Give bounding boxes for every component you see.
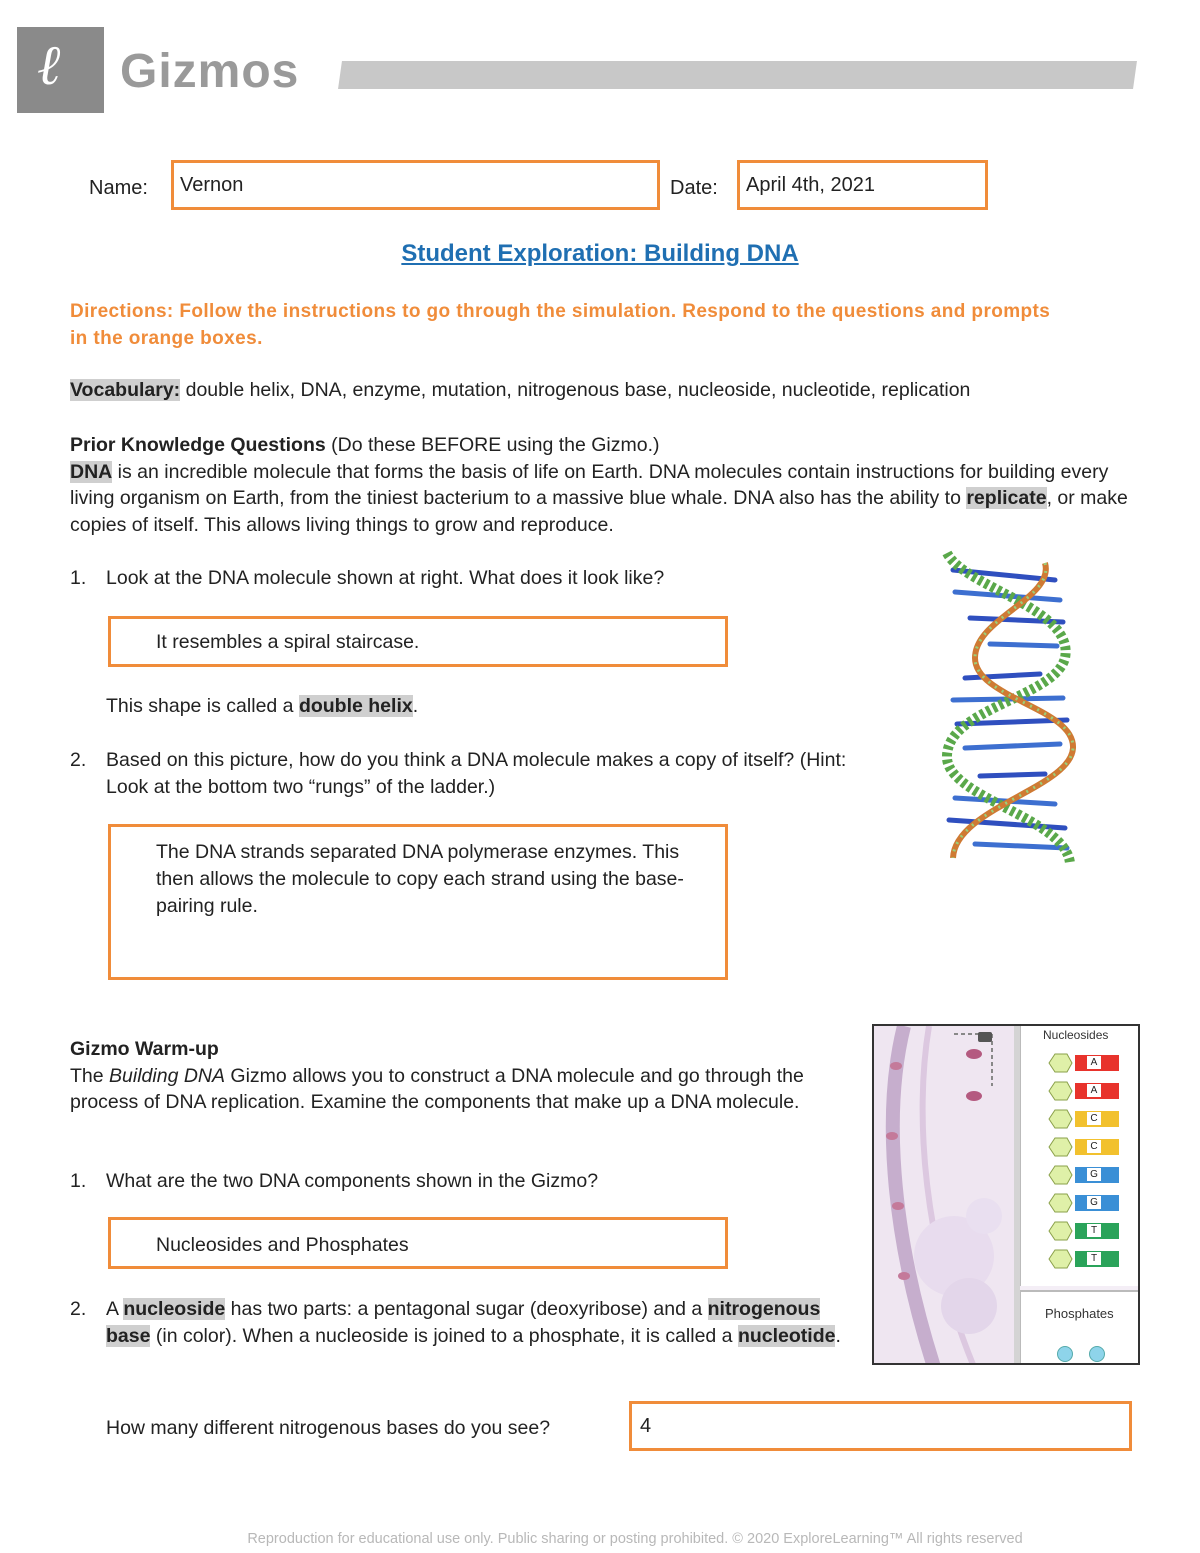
gizmo-screenshot <box>872 1024 1140 1365</box>
logo-glyph: ℓ <box>37 33 61 98</box>
name-label: Name: <box>89 177 148 199</box>
nucleoside-item[interactable] <box>1045 1248 1125 1270</box>
nucleoside-item[interactable] <box>1045 1192 1125 1214</box>
double-helix-term: double helix <box>298 695 413 717</box>
prior-heading-note: (Do these BEFORE using the Gizmo.) <box>325 434 660 456</box>
explorelearning-logo <box>17 27 104 113</box>
nitrogenous-base-tag <box>1075 1195 1119 1211</box>
warmup-intro-post: Gizmo allows you to construct a DNA molecule and go through the process of DNA replication. Examine the components that make up a DNA molecule. <box>70 1064 804 1113</box>
dna-double-helix-image <box>935 548 1085 868</box>
pentagon-sugar-icon <box>1045 1220 1075 1242</box>
nucleosides-tray <box>1020 1026 1140 1286</box>
nitrogenous-base-tag <box>1075 1083 1119 1099</box>
vocabulary-label: Vocabulary: <box>70 379 181 401</box>
pentagon-sugar-icon <box>1045 1248 1075 1270</box>
nucleotide-term: nucleotide <box>737 1324 836 1347</box>
pentagon-sugar-icon <box>1045 1136 1075 1158</box>
pentagon-sugar-icon <box>1045 1192 1075 1214</box>
base-letter: C <box>1087 1112 1101 1125</box>
warmup-q2-text-c: (in color). When a nucleoside is joined to a phosphate, it is called a <box>150 1324 738 1347</box>
vocabulary-terms: double helix, DNA, enzyme, mutation, nitrogenous base, nucleoside, nucleotide, replication <box>180 379 971 401</box>
pentagon-sugar-icon <box>1045 1108 1075 1130</box>
date-field[interactable] <box>737 160 988 210</box>
prior-q1-number: 1. <box>70 567 87 589</box>
nucleoside-term: nucleoside <box>123 1298 226 1320</box>
prior-a2: The DNA strands separated DNA polymerase enzymes. This then allows the molecule to copy each strand using the base-pairing rule. <box>156 841 684 917</box>
base-letter: C <box>1087 1140 1101 1153</box>
camera-icon[interactable] <box>978 1032 992 1042</box>
nitrogenous-base-term: nitrogenous base <box>106 1298 821 1347</box>
prior-q2: Based on this picture, how do you think a DNA molecule makes a copy of itself? (Hint: Look at the bottom two “rungs” of the ladder.) <box>106 749 847 798</box>
nitrogenous-base-tag <box>1075 1167 1119 1183</box>
pentagon-sugar-icon <box>1045 1080 1075 1102</box>
directions: Directions: Follow the instructions to go through the simulation. Respond to the questions and prompts in the orange boxes. <box>70 301 1051 349</box>
nucleoside-item[interactable] <box>1045 1052 1125 1074</box>
warmup-a1: Nucleosides and Phosphates <box>156 1234 409 1256</box>
footer-copyright: Reproduction for educational use only. Public sharing or posting prohibited. © 2020 ExploreLearning™ All rights reserved <box>247 1531 1023 1547</box>
prior-heading: Prior Knowledge Questions <box>70 434 326 456</box>
nitrogenous-base-tag <box>1075 1223 1119 1239</box>
warmup-q1-number: 1. <box>70 1170 87 1192</box>
base-letter: A <box>1087 1084 1101 1097</box>
cell-background <box>874 1026 1019 1365</box>
prior-q2-number: 2. <box>70 749 87 771</box>
warmup-q2-text-a: A <box>106 1298 124 1320</box>
base-letter: T <box>1087 1224 1101 1237</box>
phosphates-label: Phosphates <box>1045 1306 1114 1321</box>
base-letter: G <box>1087 1168 1101 1181</box>
warmup-q2 <box>106 1296 846 1349</box>
pentagon-sugar-icon <box>1045 1052 1075 1074</box>
header-bar <box>338 61 1137 89</box>
warmup-q2-text-b: has two parts: a pentagonal sugar (deoxyribose) and a <box>225 1298 708 1320</box>
nucleoside-item[interactable] <box>1045 1220 1125 1242</box>
vocabulary <box>70 377 1130 404</box>
phosphates-tray <box>1020 1290 1140 1365</box>
shape-pre: This shape is called a <box>106 695 299 717</box>
nucleosides-label: Nucleosides <box>1043 1028 1109 1042</box>
nitrogenous-base-tag <box>1075 1055 1119 1071</box>
warmup-a1-box[interactable] <box>108 1217 728 1269</box>
base-letter: A <box>1087 1056 1101 1069</box>
prior-intro-1: is an incredible molecule that forms the basis of life on Earth. DNA molecules contain instructions for building every living organism on Earth, from the tiniest bacterium to a massive blue whale. DNA also has the ability to <box>70 460 1109 509</box>
warmup-q2-number: 2. <box>70 1298 87 1320</box>
nitrogenous-base-tag <box>1075 1139 1119 1155</box>
gizmos-brand: Gizmos <box>120 45 300 98</box>
warmup-q3: How many different nitrogenous bases do you see? <box>106 1417 551 1439</box>
nucleoside-item[interactable] <box>1045 1108 1125 1130</box>
base-letter: G <box>1087 1196 1101 1209</box>
warmup-intro-pre: The <box>70 1064 110 1087</box>
nitrogenous-base-tag <box>1075 1111 1119 1127</box>
prior-a1-box[interactable] <box>108 616 728 667</box>
phosphate-icon[interactable] <box>1057 1346 1073 1362</box>
warmup-heading: Gizmo Warm-up <box>70 1038 219 1060</box>
nitrogenous-base-tag <box>1075 1251 1119 1267</box>
phosphate-icon[interactable] <box>1089 1346 1105 1362</box>
date-label: Date: <box>670 177 718 199</box>
page-title: Student Exploration: Building DNA <box>401 240 799 267</box>
nucleoside-item[interactable] <box>1045 1164 1125 1186</box>
date-value: April 4th, 2021 <box>746 174 875 196</box>
name-value: Vernon <box>180 174 244 196</box>
replicate-term: replicate <box>966 487 1047 509</box>
prior-q1: Look at the DNA molecule shown at right. What does it look like? <box>106 567 665 589</box>
prior-intro-2: , or make copies of itself. This allows living things to grow and reproduce. <box>70 487 1128 536</box>
name-field[interactable] <box>171 160 660 210</box>
prior-knowledge-section <box>70 432 1130 538</box>
base-letter: T <box>1087 1252 1101 1265</box>
prior-a1: It resembles a spiral staircase. <box>156 631 420 653</box>
warmup-a3-box[interactable] <box>629 1401 1132 1451</box>
dna-term: DNA <box>70 460 113 483</box>
prior-a2-box[interactable] <box>108 824 728 980</box>
warmup-a3: 4 <box>640 1415 652 1437</box>
pentagon-sugar-icon <box>1045 1164 1075 1186</box>
warmup-q2-text-d: . <box>835 1324 841 1347</box>
shape-post: . <box>412 695 419 717</box>
warmup-q1: What are the two DNA components shown in the Gizmo? <box>106 1170 599 1192</box>
warmup-section <box>70 1036 840 1116</box>
warmup-intro-em: Building DNA <box>109 1064 226 1087</box>
shape-sentence <box>106 693 418 720</box>
nucleoside-item[interactable] <box>1045 1080 1125 1102</box>
nucleoside-item[interactable] <box>1045 1136 1125 1158</box>
